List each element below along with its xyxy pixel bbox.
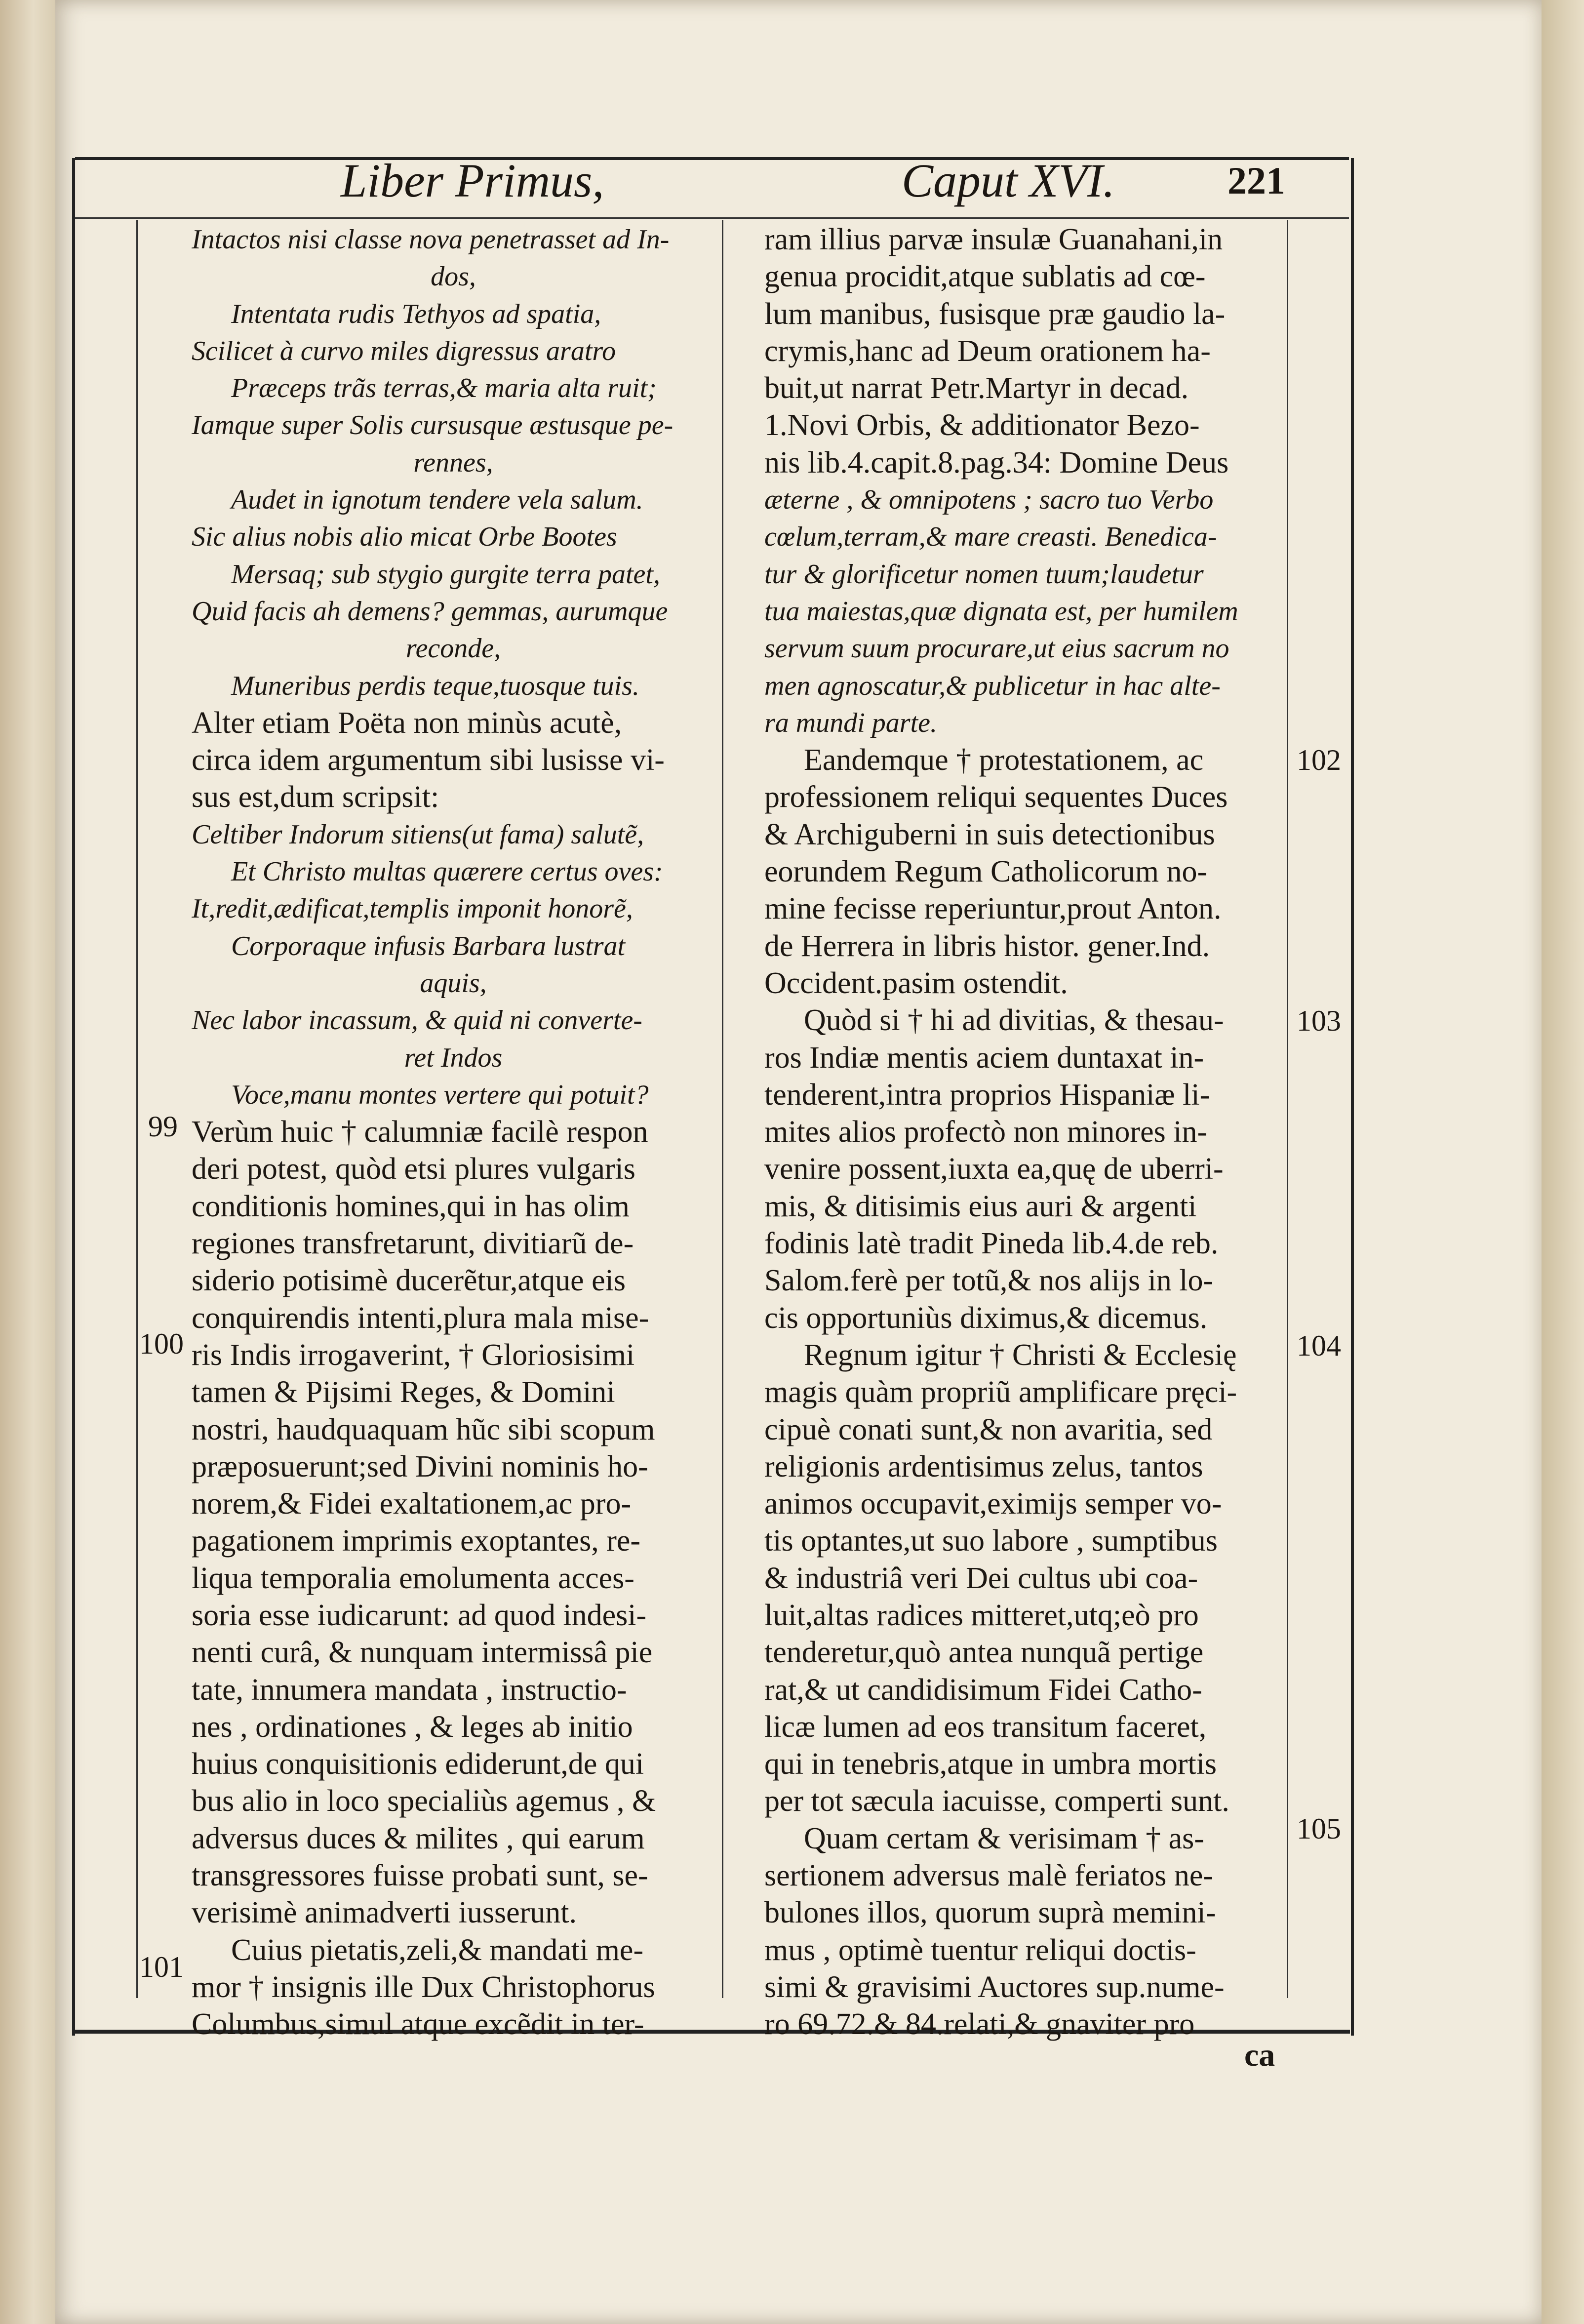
right-text-column bbox=[764, 221, 1288, 2044]
text-line: liqua temporalia emolumenta acces- bbox=[192, 1561, 634, 1595]
text-line: tur & glorificetur nomen tuum;laudetur bbox=[764, 559, 1204, 590]
text-line: nostri, haudquaquam hũc sibi scopum bbox=[192, 1412, 655, 1446]
text-line: verisimè animadverti iusserunt. bbox=[192, 1896, 577, 1930]
text-line: animos occupavit,eximijs semper vo- bbox=[764, 1487, 1222, 1521]
header-rule bbox=[75, 217, 1349, 219]
text-line: Voce,manu montes vertere qui potuit? bbox=[231, 1079, 649, 1110]
text-line: pagationem imprimis exoptantes, re- bbox=[192, 1524, 641, 1558]
text-line: buit,ut narrat Petr.Martyr in decad. bbox=[764, 371, 1189, 405]
text-line: nenti curâ, & nunquam intermissâ pie bbox=[192, 1636, 653, 1670]
text-line: bus alio in loco specialiùs agemus , & bbox=[192, 1784, 656, 1818]
text-line: Celtiber Indorum sitiens(ut fama) salutẽ, bbox=[192, 819, 644, 850]
text-line: crymis,hanc ad Deum orationem ha- bbox=[764, 334, 1211, 368]
text-line: licæ lumen ad eos transitum faceret, bbox=[764, 1710, 1207, 1744]
text-line: mor † insignis ille Dux Christophorus bbox=[192, 1970, 655, 2004]
left-margin-rule bbox=[136, 220, 138, 1998]
page-edge-right bbox=[1542, 0, 1584, 2324]
text-line: conditionis homines,qui in has olim bbox=[192, 1189, 630, 1223]
text-line: tate, innumera mandata , instructio- bbox=[192, 1673, 627, 1707]
page-number: 221 bbox=[1228, 159, 1285, 202]
text-line: tenderent,intra proprios Hispaniæ li- bbox=[764, 1078, 1210, 1112]
margin-number-100: 100 bbox=[139, 1327, 184, 1360]
margin-number-105: 105 bbox=[1297, 1812, 1341, 1845]
text-line: ro 69.72.& 84.relati,& gnaviter pro bbox=[764, 2007, 1195, 2042]
text-line: aquis, bbox=[420, 967, 487, 999]
text-line: Scilicet à curvo miles digressus aratro bbox=[192, 335, 616, 366]
text-line: Audet in ignotum tendere vela salum. bbox=[231, 484, 643, 516]
text-line: ram illius parvæ insulæ Guanahani,in bbox=[764, 223, 1223, 256]
text-line: men agnoscatur,& publicetur in hac alte- bbox=[764, 670, 1221, 701]
text-line: venire possent,iuxta ea,quę de uberri- bbox=[764, 1152, 1224, 1186]
running-head-right: Caput XVI. bbox=[902, 154, 1115, 207]
text-line: de Herrera in libris histor. gener.Ind. bbox=[764, 929, 1210, 963]
text-line: cis opportuniùs diximus,& dicemus. bbox=[764, 1301, 1208, 1335]
text-line: Columbus,simul atque excẽdit in ter- bbox=[192, 2007, 644, 2042]
text-line: Cuius pietatis,zeli,& mandati me- bbox=[231, 1933, 644, 1967]
text-line: Præceps trãs terras,& maria alta ruit; bbox=[231, 373, 657, 404]
text-line: & Archiguberni in suis detectionibus bbox=[764, 817, 1215, 851]
margin-number-102: 102 bbox=[1297, 744, 1341, 776]
text-line: ra mundi parte. bbox=[764, 707, 937, 738]
text-line: bulones illos, quorum suprà memini- bbox=[764, 1896, 1216, 1930]
text-line: simi & gravisimi Auctores sup.nume- bbox=[764, 1970, 1225, 2004]
text-line: magis quàm propriũ amplificare pręci- bbox=[764, 1375, 1237, 1409]
margin-number-101: 101 bbox=[139, 1951, 184, 1983]
text-line: siderio potisimè ducerẽtur,atque eis bbox=[192, 1264, 626, 1298]
text-line: soria esse iudicarunt: ad quod indesi- bbox=[192, 1598, 647, 1632]
text-line: It,redit,ædificat,templis imponit honorẽ, bbox=[192, 893, 633, 924]
text-line: Nec labor incassum, & quid ni converte- bbox=[192, 1005, 642, 1036]
text-line: Quid facis ah demens? gemmas, aurumque bbox=[192, 596, 668, 627]
column-divider bbox=[722, 220, 723, 1998]
text-line: Muneribus perdis teque,tuosque tuis. bbox=[231, 670, 639, 701]
text-line: eorundem Regum Catholicorum no- bbox=[764, 855, 1208, 889]
text-line: Corporaque infusis Barbara lustrat bbox=[231, 930, 626, 962]
text-line: adversus duces & milites , qui earum bbox=[192, 1821, 645, 1855]
text-line: mine fecisse reperiuntur,prout Anton. bbox=[764, 892, 1222, 926]
text-line: deri potest, quòd etsi plures vulgaris bbox=[192, 1152, 635, 1186]
top-rule bbox=[75, 157, 1349, 160]
facing-page-edge bbox=[0, 0, 55, 2324]
text-line: Sic alius nobis alio micat Orbe Bootes bbox=[192, 521, 617, 553]
text-line: tis optantes,ut suo labore , sumptibus bbox=[764, 1524, 1218, 1558]
text-line: Eandemque † protestationem, ac bbox=[804, 743, 1204, 777]
text-line: Quòd si † hi ad divitias, & thesau- bbox=[804, 1003, 1224, 1038]
text-line: lum manibus, fusisque præ gaudio la- bbox=[764, 297, 1226, 331]
text-line: circa idem argumentum sibi lusisse vi- bbox=[192, 743, 665, 777]
text-line: cœlum,terram,& mare creasti. Benedica- bbox=[764, 521, 1217, 553]
text-line: Intentata rudis Tethyos ad spatia, bbox=[231, 298, 601, 329]
text-line: tenderetur,quò antea nunquã pertige bbox=[764, 1636, 1204, 1670]
text-line: nis lib.4.capit.8.pag.34: Domine Deus bbox=[764, 445, 1229, 480]
text-line: cipuè conati sunt,& non avaritia, sed bbox=[764, 1412, 1213, 1446]
text-line: norem,& Fidei exaltationem,ac pro- bbox=[192, 1487, 632, 1521]
text-line: qui in tenebris,atque in umbra mortis bbox=[764, 1747, 1217, 1781]
text-line: Salom.ferè per totũ,& nos alijs in lo- bbox=[764, 1264, 1214, 1298]
margin-number-99: 99 bbox=[148, 1110, 178, 1143]
text-line: sertionem adversus malè feriatos ne- bbox=[764, 1859, 1213, 1893]
text-line: luit,altas radices mitteret,utq;eò pro bbox=[764, 1598, 1199, 1632]
text-line: transgressores fuisse probati sunt, se- bbox=[192, 1859, 648, 1893]
text-line: æterne , & omnipotens ; sacro tuo Verbo bbox=[764, 484, 1214, 516]
text-line: mites alios profectò non minores in- bbox=[764, 1115, 1208, 1149]
text-line: regiones transfretarunt, divitiarũ de- bbox=[192, 1227, 634, 1261]
text-line: mus , optimè tuentur reliqui doctis- bbox=[764, 1933, 1196, 1967]
text-line: genua procidit,atque sublatis ad cœ- bbox=[764, 260, 1206, 294]
text-line: dos, bbox=[431, 261, 476, 292]
text-line: Regnum igitur † Christi & Ecclesię bbox=[804, 1338, 1237, 1372]
text-line: Alter etiam Poëta non minùs acutè, bbox=[192, 706, 622, 740]
text-line: per tot sæcula iacuisse, comperti sunt. bbox=[764, 1784, 1229, 1818]
text-line: sus est,dum scripsit: bbox=[192, 780, 439, 814]
text-line: servum suum procurare,ut eius sacrum no bbox=[764, 633, 1229, 664]
text-line: rennes, bbox=[413, 447, 493, 478]
text-line: rat,& ut candidisimum Fidei Catho- bbox=[764, 1673, 1202, 1707]
text-line: conquirendis intenti,plura mala mise- bbox=[192, 1301, 649, 1335]
catchword: ca bbox=[1244, 2037, 1275, 2073]
text-line: & industriâ veri Dei cultus ubi coa- bbox=[764, 1561, 1198, 1595]
text-line: professionem reliqui sequentes Duces bbox=[764, 780, 1228, 814]
margin-number-103: 103 bbox=[1297, 1004, 1341, 1037]
text-line: Intactos nisi classe nova penetrasset ad In- bbox=[192, 224, 670, 255]
text-line: nes , ordinationes , & leges ab initio bbox=[192, 1710, 633, 1744]
text-line: reconde, bbox=[405, 633, 501, 664]
text-line: præposuerunt;sed Divini nominis ho- bbox=[192, 1449, 648, 1483]
text-line: tua maiestas,quæ dignata est, per humilem bbox=[764, 596, 1238, 627]
text-line: mis, & ditisimis eius auri & argenti bbox=[764, 1189, 1197, 1223]
text-line: 1.Novi Orbis, & additionator Bezo- bbox=[764, 408, 1200, 442]
text-line: ris Indis irrogaverint, † Gloriosisimi bbox=[192, 1338, 635, 1372]
text-line: Quam certam & verisimam † as- bbox=[804, 1821, 1204, 1855]
running-head-left: Liber Primus, bbox=[341, 154, 604, 207]
text-line: huius conquisitionis ediderunt,de qui bbox=[192, 1747, 644, 1781]
text-line: Iamque super Solis cursusque æstusque pe- bbox=[192, 410, 673, 441]
text-line: fodinis latè tradit Pineda lib.4.de reb. bbox=[764, 1227, 1219, 1261]
text-line: Occident.pasim ostendit. bbox=[764, 966, 1068, 1000]
text-line: Et Christo multas quærere certus oves: bbox=[231, 856, 663, 887]
margin-number-104: 104 bbox=[1297, 1329, 1341, 1362]
text-line: religionis ardentisimus zelus, tantos bbox=[764, 1449, 1203, 1483]
text-line: Verùm huic † calumniæ facilè respon bbox=[192, 1115, 648, 1149]
text-line: Mersaq; sub stygio gurgite terra patet, bbox=[231, 559, 660, 590]
text-line: ret Indos bbox=[404, 1042, 503, 1073]
left-text-column bbox=[192, 221, 715, 2044]
text-line: tamen & Pijsimi Reges, & Domini bbox=[192, 1375, 615, 1409]
text-line: ros Indiæ mentis aciem duntaxat in- bbox=[764, 1041, 1204, 1075]
